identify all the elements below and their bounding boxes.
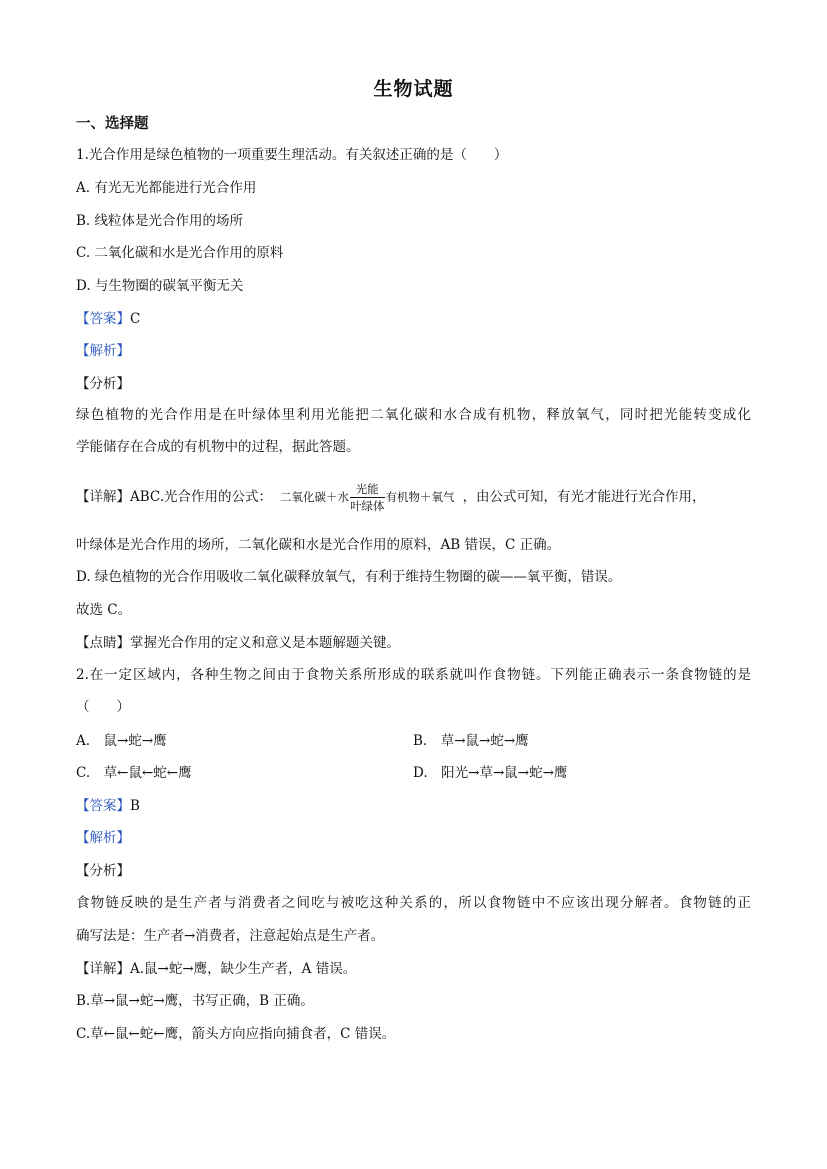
- q1-fenxi-line1: 绿色植物的光合作用是在叶绿体里利用光能把二氧化碳和水合成有机物，释放氧气，同时把光能转变成化: [76, 407, 751, 423]
- q1-detail-line3: D. 绿色植物的光合作用吸收二氧化碳释放氧气，有利于维持生物圈的碳——氧平衡，错误。: [76, 569, 622, 585]
- q1-option-c: C. 二氧化碳和水是光合作用的原料: [76, 245, 284, 261]
- q2-answer: [76, 796, 140, 816]
- q2-analysis-tag: 【解析】: [76, 830, 130, 846]
- answer-tag: 【答案】: [76, 798, 130, 814]
- detail-prefix: ABC.光合作用的公式：: [130, 489, 273, 505]
- q1-detail-line1: [76, 481, 706, 514]
- q2-detail-line3: C.草←鼠←蛇←鹰，箭头方向应指向捕食者，C 错误。: [76, 1026, 396, 1042]
- formula-right: 有机物＋氧气: [385, 490, 455, 504]
- formula-below: 叶绿体: [350, 499, 385, 513]
- q1-answer: [76, 309, 140, 329]
- q1-point: [76, 633, 400, 653]
- point-text: 掌握光合作用的定义和意义是本题解题关键。: [130, 635, 400, 651]
- detail-suffix: ，由公式可知，有光才能进行光合作用，: [462, 489, 706, 505]
- q2-stem: 2.在一定区域内，各种生物之间由于食物关系所形成的联系就叫作食物链。下列能正确表示一条食物链的是: [76, 667, 751, 683]
- q2-fenxi-line1: 食物链反映的是生产者与消费者之间吃与被吃这种关系的，所以食物链中不应该出现分解者。食物链的正: [76, 895, 751, 911]
- point-tag: 【点睛】: [76, 635, 130, 651]
- section-heading: 一、选择题: [76, 115, 149, 132]
- photosynthesis-formula: [280, 481, 455, 514]
- q2-detail-line1: [76, 959, 356, 979]
- q2-fenxi-tag: 【分析】: [76, 863, 130, 879]
- formula-above: 光能: [350, 481, 385, 498]
- formula-left: 二氧化碳＋水: [280, 490, 350, 504]
- q1-option-d: D. 与生物圈的碳氧平衡无关: [76, 278, 244, 294]
- formula-condition: [350, 481, 385, 514]
- page-title: 生物试题: [373, 78, 454, 100]
- q2-option-a: A. 鼠→蛇→鹰: [76, 733, 167, 749]
- answer-value: C: [130, 311, 141, 327]
- detail-tag: 【详解】: [76, 961, 130, 977]
- q1-detail-line2: 叶绿体是光合作用的场所，二氧化碳和水是光合作用的原料，AB 错误，C 正确。: [76, 537, 561, 553]
- detail-tag: 【详解】: [76, 489, 130, 505]
- q1-option-a: A. 有光无光都能进行光合作用: [76, 180, 257, 196]
- q1-choose: 故选 C。: [76, 602, 132, 618]
- q2-detail-line2: B.草→鼠→蛇→鹰，书写正确，B 正确。: [76, 993, 314, 1009]
- detail-text: A.鼠→蛇→鹰，缺少生产者，A 错误。: [130, 961, 357, 977]
- q1-fenxi-line2: 学能储存在合成的有机物中的过程，据此答题。: [76, 439, 360, 455]
- q2-option-b: B. 草→鼠→蛇→鹰: [413, 733, 529, 749]
- q1-stem: 1.光合作用是绿色植物的一项重要生理活动。有关叙述正确的是（ ）: [76, 147, 508, 163]
- q2-option-d: D. 阳光→草→鼠→蛇→鹰: [413, 765, 568, 781]
- answer-tag: 【答案】: [76, 311, 130, 327]
- q1-fenxi-tag: 【分析】: [76, 376, 130, 392]
- q1-option-b: B. 线粒体是光合作用的场所: [76, 213, 244, 229]
- q2-option-c: C. 草←鼠←蛇←鹰: [76, 765, 192, 781]
- q2-fenxi-line2: 确写法是：生产者→消费者，注意起始点是生产者。: [76, 928, 385, 944]
- q2-stem-paren: （ ）: [76, 699, 130, 715]
- answer-value: B: [130, 798, 140, 814]
- q1-analysis-tag: 【解析】: [76, 343, 130, 359]
